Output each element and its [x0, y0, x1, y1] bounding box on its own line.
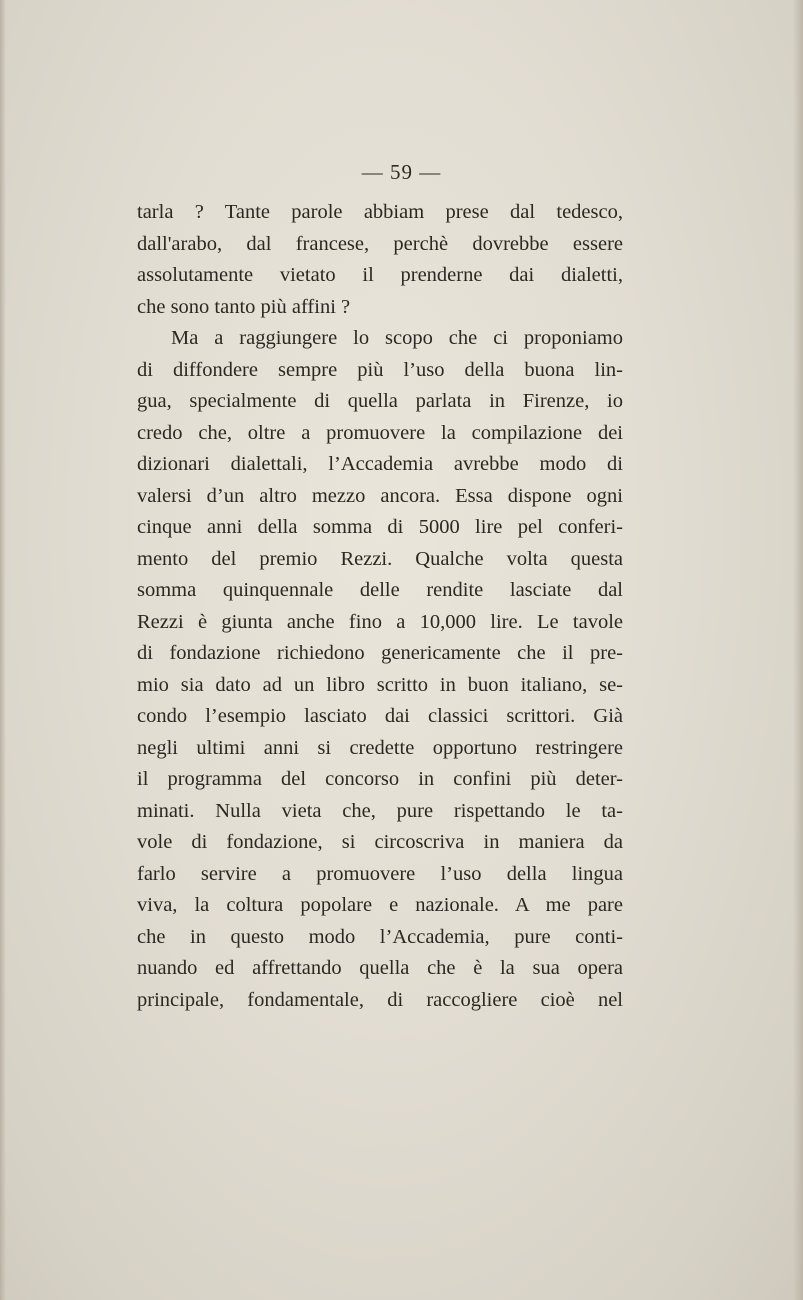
text-line: somma quinquennale delle rendite lasciate dal [137, 579, 623, 601]
text-line: di fondazione richiedono genericamente che il pre- [137, 642, 623, 664]
text-line: principale, fondamentale, di raccogliere cioè nel [137, 988, 623, 1011]
text-line: viva, la coltura popolare e nazionale. A me pare [137, 894, 623, 916]
text-line: Rezzi è giunta anche fino a 10,000 lire. Le tavole [137, 610, 623, 633]
text-line: di diffondere sempre più l’uso della buona lin- [137, 358, 623, 381]
text-line: tarla ? Tante parole abbiam prese dal tedesco, [137, 201, 623, 223]
page-number: — 59 — [361, 160, 442, 184]
text-line: dizionari dialettali, l’Accademia avrebbe modo di [137, 453, 623, 475]
text-line: dall'arabo, dal francese, perchè dovrebbe essere [137, 232, 623, 255]
text-line: il programma del concorso in confini più deter- [137, 768, 623, 790]
text-line: gua, specialmente di quella parlata in Firenze, io [137, 390, 623, 412]
text-line: mento del premio Rezzi. Qualche volta questa [137, 547, 623, 570]
text-line: Ma a raggiungere lo scopo che ci proponiamo [171, 327, 623, 349]
text-line: negli ultimi anni si credette opportuno restringere [137, 736, 623, 759]
text-line: farlo servire a promuovere l’uso della lingua [137, 862, 623, 885]
text-line: che in questo modo l’Accademia, pure conti- [137, 925, 623, 948]
body-text [137, 197, 623, 1016]
text-line: cinque anni della somma di 5000 lire pel conferi- [137, 516, 623, 538]
text-line: valersi d’un altro mezzo ancora. Essa dispone ogni [137, 484, 623, 507]
text-line: condo l’esempio lasciato dai classici scrittori. Già [137, 705, 623, 727]
text-line: assolutamente vietato il prenderne dai dialetti, [137, 264, 623, 286]
text-line: credo che, oltre a promuovere la compilazione dei [137, 421, 623, 444]
text-line: che sono tanto più affini ? [137, 295, 351, 318]
text-line: mio sia dato ad un libro scritto in buon italiano, se- [137, 673, 623, 696]
text-line: vole di fondazione, si circoscriva in maniera da [137, 831, 623, 853]
text-line: nuando ed affrettando quella che è la sua opera [137, 957, 623, 979]
text-line: minati. Nulla vieta che, pure rispettando le ta- [137, 799, 623, 822]
